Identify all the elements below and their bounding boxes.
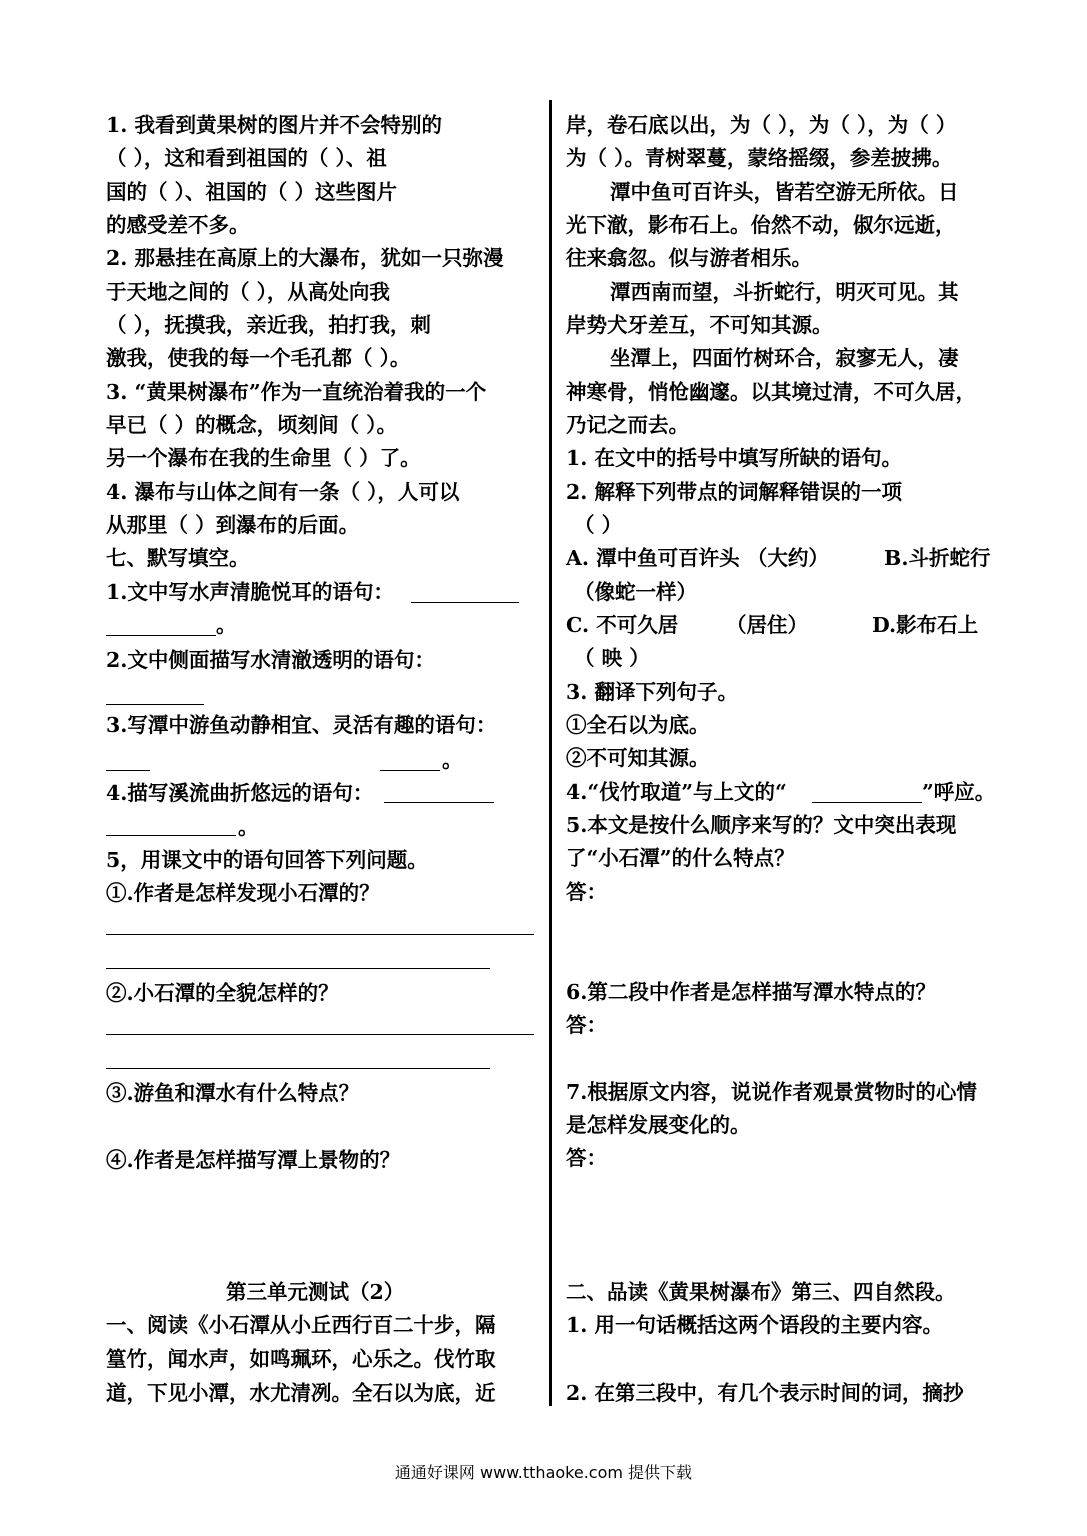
left-line-10: 早已（ ）的概念，顷刻间（ ）。 — [106, 413, 398, 437]
option-c: C. 不可久居 — [566, 613, 679, 637]
section-heading-dictation: 七、默写填空。 — [106, 546, 250, 570]
passage-line-2: 篁竹，闻水声，如鸣珮环，心乐之。伐竹取 — [106, 1347, 496, 1371]
answer-line — [106, 704, 204, 705]
right-q2-blank: （ ） — [574, 513, 623, 537]
answer-line — [106, 835, 236, 836]
right-q3-item1: ①全石以为底。 — [566, 713, 710, 737]
question-5-sub3: ③.游鱼和潭水有什么特点？ — [106, 1081, 360, 1105]
left-line-9: 3. “黄果树瀑布”作为一直统治着我的一个 — [106, 380, 487, 404]
dictation-q4: 4.描写溪流曲折悠远的语句： — [106, 781, 374, 805]
option-d-gloss: （ 映 ） — [574, 646, 650, 670]
answer-line — [812, 802, 922, 803]
passage-line-3: 道，下见小潭，水尤清冽。全石以为底，近 — [106, 1381, 496, 1405]
footer-credit: 通通好课网 www.tthaoke.com 提供下载 — [394, 1463, 693, 1482]
answer-line — [106, 1068, 490, 1069]
dictation-q4-end: 。 — [238, 815, 259, 839]
right-q4: 4.“伐竹取道”与上文的“ — [566, 780, 787, 804]
section-title: 第三单元测试（2） — [226, 1280, 405, 1304]
answer-line — [106, 1034, 534, 1035]
answer-label: 答： — [566, 880, 607, 904]
right-q5: 5.本文是按什么顺序来写的？文中突出表现 — [566, 813, 957, 837]
left-line-13: 从那里（ ）到瀑布的后面。 — [106, 513, 360, 537]
right-line-2: 为（ ）。青树翠蔓，蒙络摇缀，参差披拂。 — [566, 146, 953, 170]
right-q7: 7.根据原文内容，说说作者观景赏物时的心情 — [566, 1080, 977, 1104]
right-line-10: 乃记之而去。 — [566, 413, 689, 437]
dictation-q3-end: 。 — [442, 748, 463, 772]
right-line-4: 光下澈，影布石上。佁然不动，俶尔远逝， — [566, 213, 956, 237]
answer-line — [380, 770, 440, 771]
right-line-8: 坐潭上，四面竹树环合，寂寥无人，凄 — [610, 346, 959, 370]
option-c-gloss: （居住） — [726, 613, 808, 637]
left-line-8: 激我，使我的每一个毛孔都（ ）。 — [106, 346, 411, 370]
dictation-q1: 1.文中写水声清脆悦耳的语句： — [106, 580, 394, 604]
right-line-9: 神寒骨，悄怆幽邃。以其境过清，不可久居， — [566, 380, 976, 404]
dictation-q2: 2.文中侧面描写水清澈透明的语句： — [106, 648, 435, 672]
option-b: B.斗折蛇行 — [884, 546, 991, 570]
answer-line — [106, 968, 490, 969]
right-q1: 1. 在文中的括号中填写所缺的语句。 — [566, 446, 903, 470]
right-line-7: 岸势犬牙差互，不可知其源。 — [566, 313, 833, 337]
answer-line — [106, 770, 150, 771]
right-line-1: 岸，卷石底以出，为（ ），为（ ），为（ ） — [566, 113, 957, 137]
answer-line — [106, 635, 216, 636]
answer-label: 答： — [566, 1146, 607, 1170]
section-heading-two: 二、品读《黄果树瀑布》第三、四自然段。 — [566, 1280, 956, 1304]
question-5-sub2: ②.小石潭的全貌怎样的？ — [106, 981, 339, 1005]
right-line-3: 潭中鱼可百许头，皆若空游无所依。日 — [610, 180, 959, 204]
part2-q1: 1. 用一句话概括这两个语段的主要内容。 — [566, 1313, 944, 1337]
left-line-3: 国的（ ）、祖国的（ ）这些图片 — [106, 180, 398, 204]
right-line-6: 潭西南而望，斗折蛇行，明灭可见。其 — [610, 280, 959, 304]
question-5: 5，用课文中的语句回答下列问题。 — [106, 848, 428, 872]
right-q2: 2. 解释下列带点的词解释错误的一项 — [566, 480, 903, 504]
left-line-7: （ ），抚摸我，亲近我，拍打我，刺 — [106, 313, 431, 337]
dictation-q3: 3.写潭中游鱼动静相宜、灵活有趣的语句： — [106, 713, 497, 737]
column-divider — [549, 100, 552, 1406]
dictation-q1-end: 。 — [216, 613, 237, 637]
left-line-2: （ ），这和看到祖国的（ ）、祖 — [106, 146, 387, 170]
part2-q2: 2. 在第三段中，有几个表示时间的词，摘抄 — [566, 1381, 964, 1405]
option-d: D.影布石上 — [872, 613, 979, 637]
right-q5-cont: 了“小石潭”的什么特点？ — [566, 846, 795, 870]
right-line-5: 往来翕忽。似与游者相乐。 — [566, 246, 812, 270]
left-line-6: 于天地之间的（ ），从高处向我 — [106, 280, 390, 304]
left-line-5: 2. 那悬挂在高原上的大瀑布，犹如一只弥漫 — [106, 246, 504, 270]
answer-line — [384, 802, 494, 803]
right-q7-cont: 是怎样发展变化的。 — [566, 1113, 751, 1137]
right-q6: 6.第二段中作者是怎样描写潭水特点的？ — [566, 980, 936, 1004]
answer-label: 答： — [566, 1013, 607, 1037]
left-line-1: 1. 我看到黄果树的图片并不会特别的 — [106, 113, 443, 137]
question-5-sub1: ①.作者是怎样发现小石潭的？ — [106, 881, 380, 905]
answer-line — [411, 602, 519, 603]
option-b-gloss: （像蛇一样） — [574, 580, 697, 604]
answer-line — [106, 934, 534, 935]
right-q3-item2: ②不可知其源。 — [566, 746, 710, 770]
passage-line-1: 一、阅读《小石潭从小丘西行百二十步，隔 — [106, 1313, 496, 1337]
left-line-4: 的感受差不多。 — [106, 213, 250, 237]
right-q4-end: ”呼应。 — [922, 780, 996, 804]
option-a: A. 潭中鱼可百许头 （大约） — [566, 546, 829, 570]
question-5-sub4: ④.作者是怎样描写潭上景物的？ — [106, 1148, 401, 1172]
left-line-12: 4. 瀑布与山体之间有一条（ ），人可以 — [106, 480, 460, 504]
right-q3: 3. 翻译下列句子。 — [566, 680, 739, 704]
left-line-11: 另一个瀑布在我的生命里（ ）了。 — [106, 446, 421, 470]
